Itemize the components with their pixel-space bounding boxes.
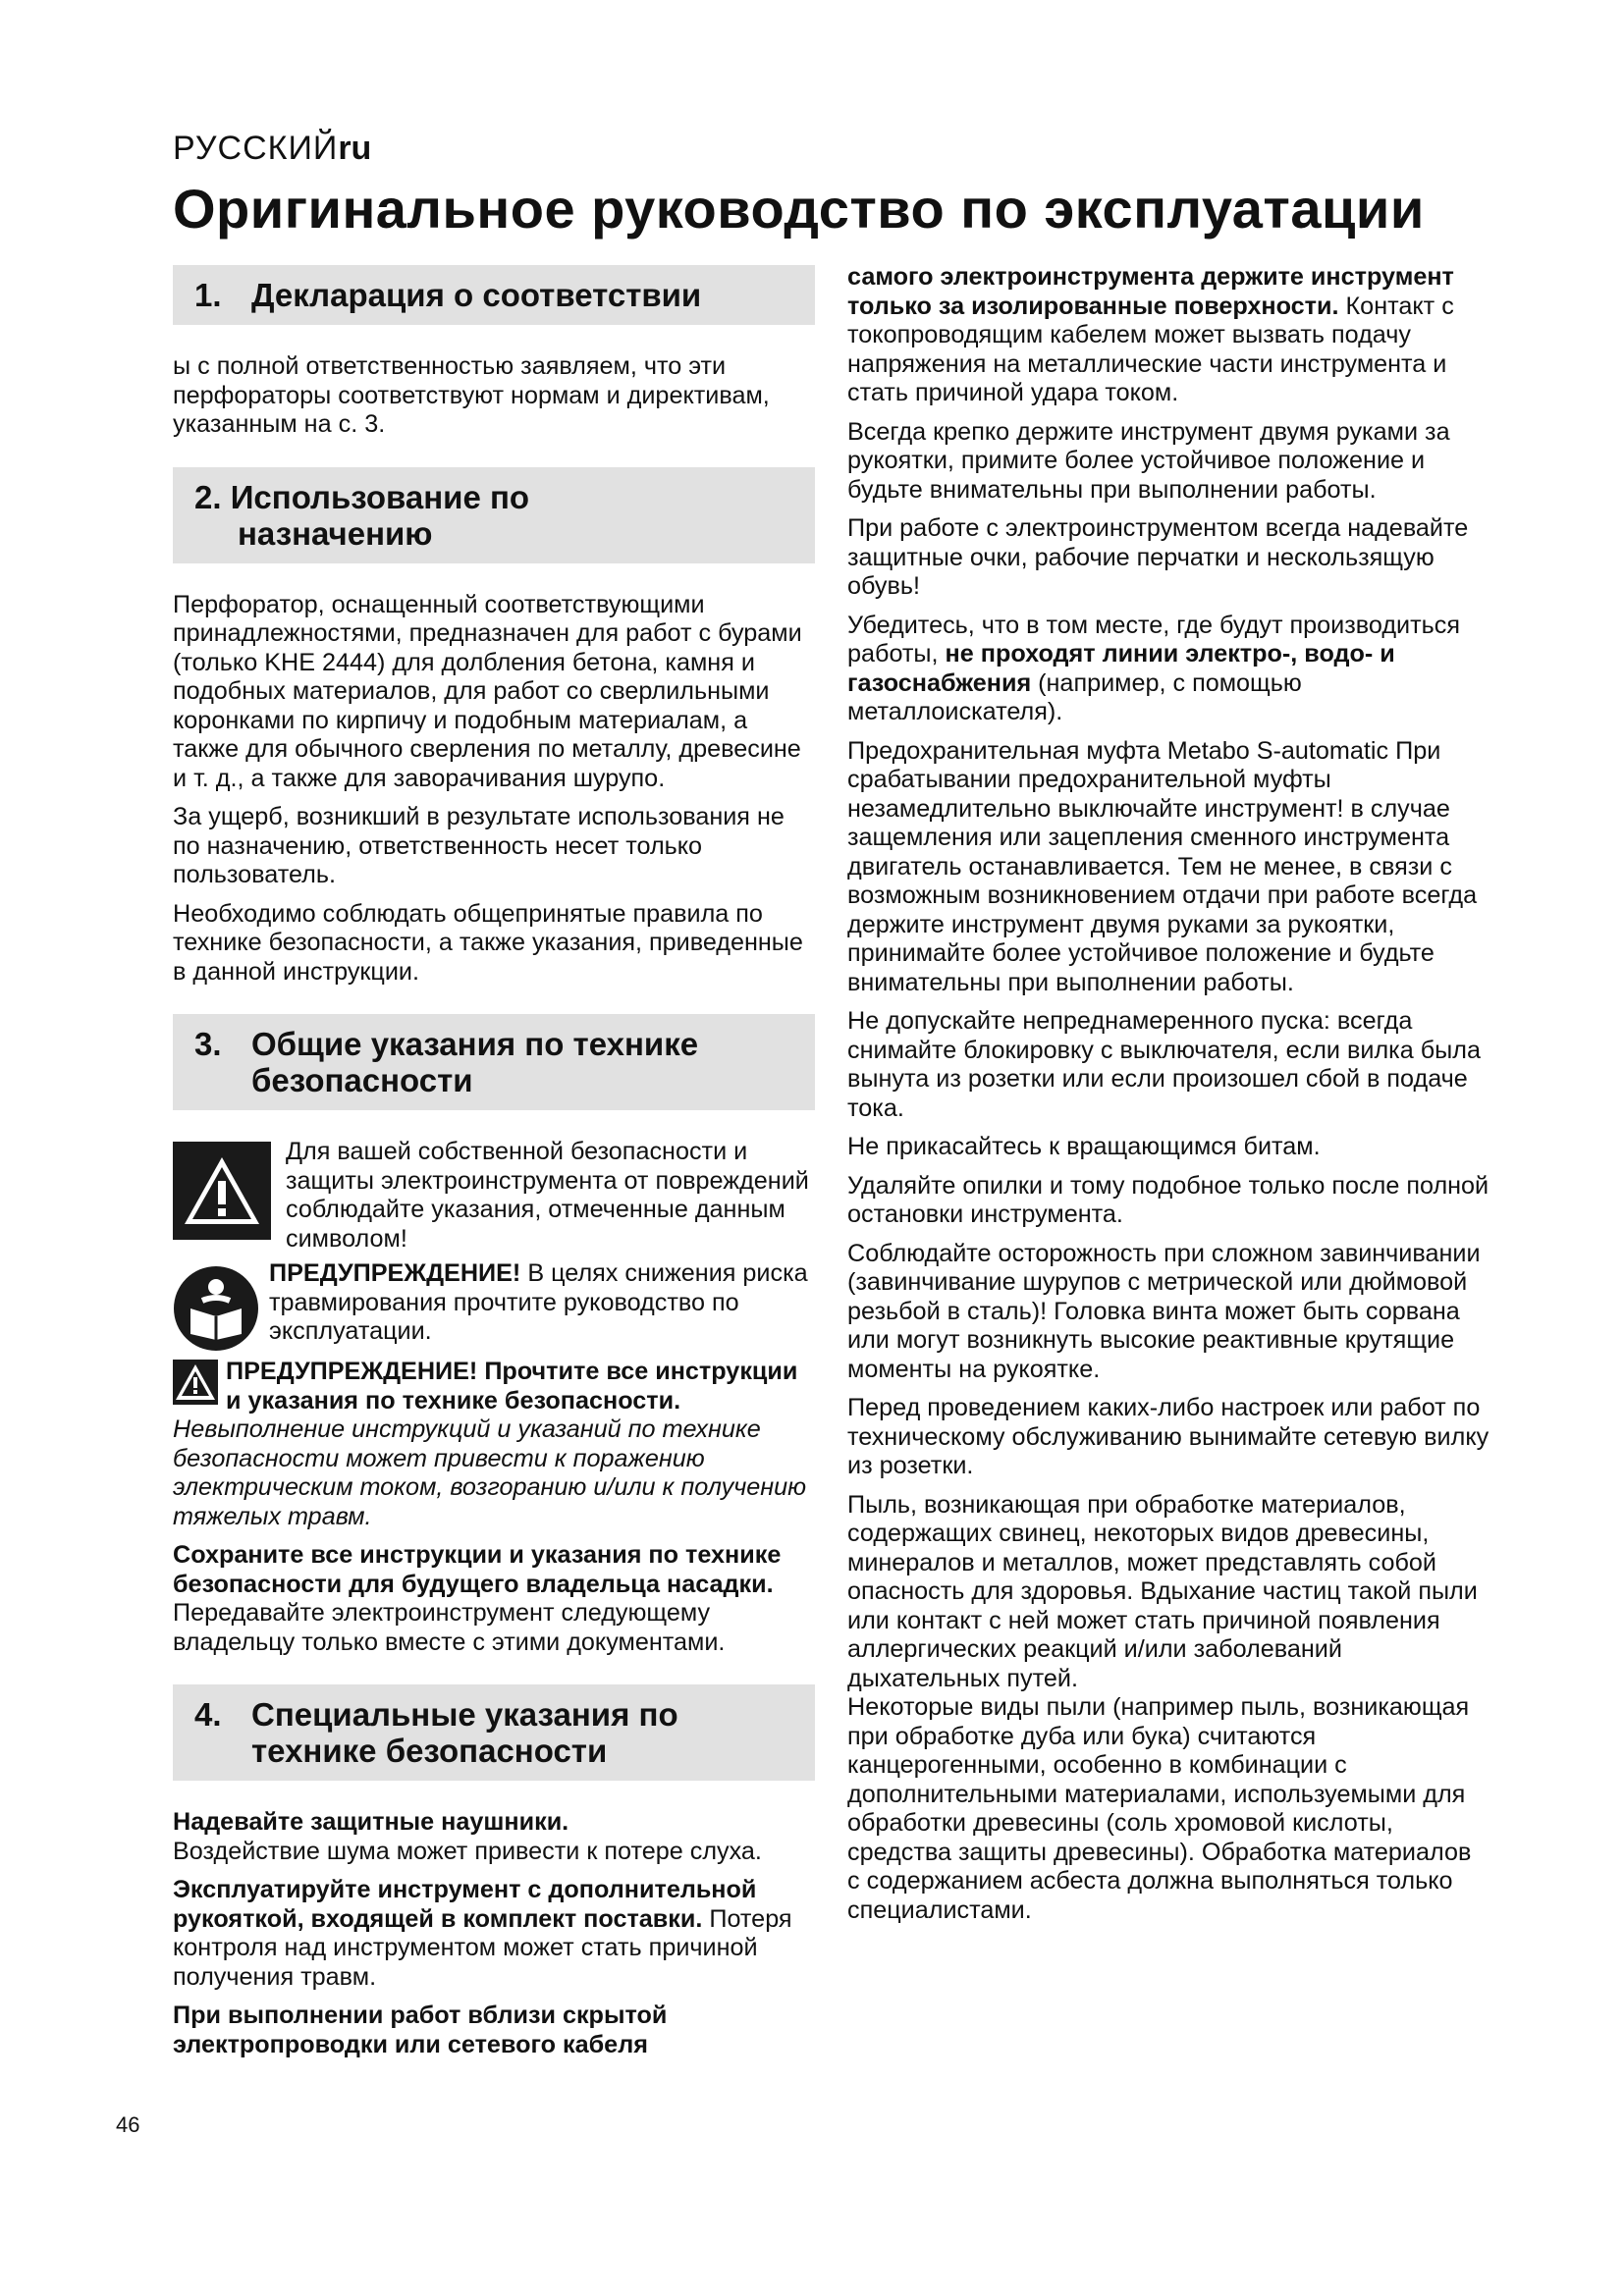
unplug-note: Перед проведением каких-либо настроек или работ по техническому обслуживанию вынимайте сетевую вилку из розетки. bbox=[847, 1394, 1489, 1479]
ppe-note: При работе с электроинструментом всегда надевайте защитные очки, рабочие перчатки и нескользящую обувь! bbox=[847, 514, 1469, 600]
warning-small-icon bbox=[173, 1360, 218, 1405]
two-hands-note: Всегда крепко держите инструмент двумя руками за рукоятки, примите более устойчивое положение и будьте внимательны при выполнении работы. bbox=[847, 417, 1450, 504]
section-2-text-3: Необходимо соблюдать общепринятые правила по технике безопасности, а также указания, приведенные в данной инструкции. bbox=[173, 899, 803, 986]
section-1-heading: 1. Декларация о соответствии bbox=[173, 265, 815, 325]
warning-symbol-note: Для вашей собственной безопасности и защиты электроинструмента от повреждений соблюдайте указания, отмеченные данным символом! bbox=[173, 1138, 815, 1254]
restart-note: Не допускайте непреднамеренного пуска: всегда снимайте блокировку с выключателя, если вилка была вынута из розетки или если произошел сбой в подаче тока. bbox=[847, 1007, 1481, 1122]
left-column bbox=[173, 265, 815, 2069]
section-2-heading: 2. Использование по назначению bbox=[173, 467, 815, 563]
read-manual-icon bbox=[173, 1265, 259, 1352]
read-manual-note: ПРЕДУПРЕЖДЕНИЕ! В целях снижения риска травмирования прочтите руководство по эксплуатации. bbox=[173, 1259, 815, 1352]
section-3-heading: 3. Общие указания по технике безопасности bbox=[173, 1014, 815, 1110]
dust-note: Пыль, возникающая при обработке материалов, содержащих свинец, некоторых видов древесины, минералов и металлов, может представлять собой опасность для здоровья. Вдыхание частиц такой пыли или контакт с ней может стать причиной появления аллергических реакций и/или заболеваний дыхательных путей. Некоторые виды пыли (например пыль, возникающая при обработке дуба или бука) считаются канцерогенными, особенно в комбинации с дополнительными материалами, используемыми для обработки древесины (соль хромовой кислоты, средства защиты древесины). Обработка материалов с содержанием асбеста должна выполняться только специалистами. bbox=[847, 1490, 1478, 1924]
section-1-text: ы с полной ответственностью заявляем, что эти перфораторы соответствуют нормам и директивам, указанным на с. 3. bbox=[173, 352, 770, 438]
difficult-screwing-note: Соблюдайте осторожность при сложном завинчивании (завинчивание шурупов с метрической или дюймовой резьбой в сталь)! Головка винта может быть сорвана или могут возникнуть высокие реактивные крутящие моменты на рукоятке. bbox=[847, 1239, 1481, 1383]
hidden-wiring-note: При выполнении работ вблизи скрытой электропроводки или сетевого кабеля bbox=[173, 2002, 668, 2058]
warning-triangle-icon bbox=[173, 1142, 271, 1240]
page-number: 46 bbox=[116, 2112, 140, 2137]
page-title: Оригинальное руководство по эксплуатации bbox=[173, 178, 1425, 240]
rotating-bits-note: Не прикасайтесь к вращающимся битам. bbox=[847, 1133, 1321, 1160]
ear-protection-note: Надевайте защитные наушники. Воздействие шума может привести к потере слуха. bbox=[173, 1808, 762, 1865]
utility-lines-note: Убедитесь, что в том месте, где будут производиться работы, не проходят линии электро-, водо- и газоснабжения (например, с помощью металлоискателя). bbox=[847, 611, 1460, 725]
clutch-note: Предохранительная муфта Metabo S-automatic При срабатывании предохранительной муфты незамедлительно выключайте инструмент! в случае защемления или зацепления сменного инструмента двигатель останавливается. Тем не менее, в связи с возможным возникновением отдачи при работе всегда держите инструмент двумя руками за рукоятки, принимайте более устойчивое положение и будьте внимательны при выполнении работы. bbox=[847, 736, 1478, 996]
language-code: ru bbox=[338, 130, 372, 167]
aux-handle-note: Эксплуатируйте инструмент с дополнительной рукояткой, входящей в комплект поставки. Потеря контроля над инструментом может стать причиной получения травм. bbox=[173, 1876, 792, 1991]
save-instructions: Сохраните все инструкции и указания по технике безопасности для будущего владельца насадки. Передавайте электроинструмент следующему владельцу только вместе с этими документами. bbox=[173, 1541, 782, 1656]
right-column bbox=[847, 263, 1489, 1925]
section-4-heading: 4. Специальные указания по технике безопасности bbox=[173, 1684, 815, 1781]
insulated-grip-note: самого электроинструмента держите инструмент только за изолированные поверхности. Контакт с токопроводящим кабелем может вызвать подачу напряжения на металлические части инструмента и стать причиной удара током. bbox=[847, 263, 1454, 406]
warning-read-instructions: ПРЕДУПРЕЖДЕНИЕ! Прочтите все инструкции и указания по технике безопасности. Невыполнение инструкций и указаний по технике безопасности может привести к поражению электрическим током, возгоранию и/или к получению тяжелых травм. bbox=[173, 1358, 807, 1530]
section-2-text-1: Перфоратор, оснащенный соответствующими принадлежностями, предназначен для работ с бурами (только KHE 2444) для долбления бетона, камня и подобных материалов, для работ со сверлильными коронками по кирпичу и подобным материалам, а также для обычного сверления по металлу, древесине и т. д., а также для заворачивания шурупо. bbox=[173, 590, 802, 792]
section-2-text-2: За ущерб, возникший в результате использования не по назначению, ответственность несет только пользователь. bbox=[173, 803, 785, 888]
language-label: РУССКИЙru bbox=[173, 130, 372, 167]
chips-removal-note: Удаляйте опилки и тому подобное только после полной остановки инструмента. bbox=[847, 1171, 1489, 1228]
